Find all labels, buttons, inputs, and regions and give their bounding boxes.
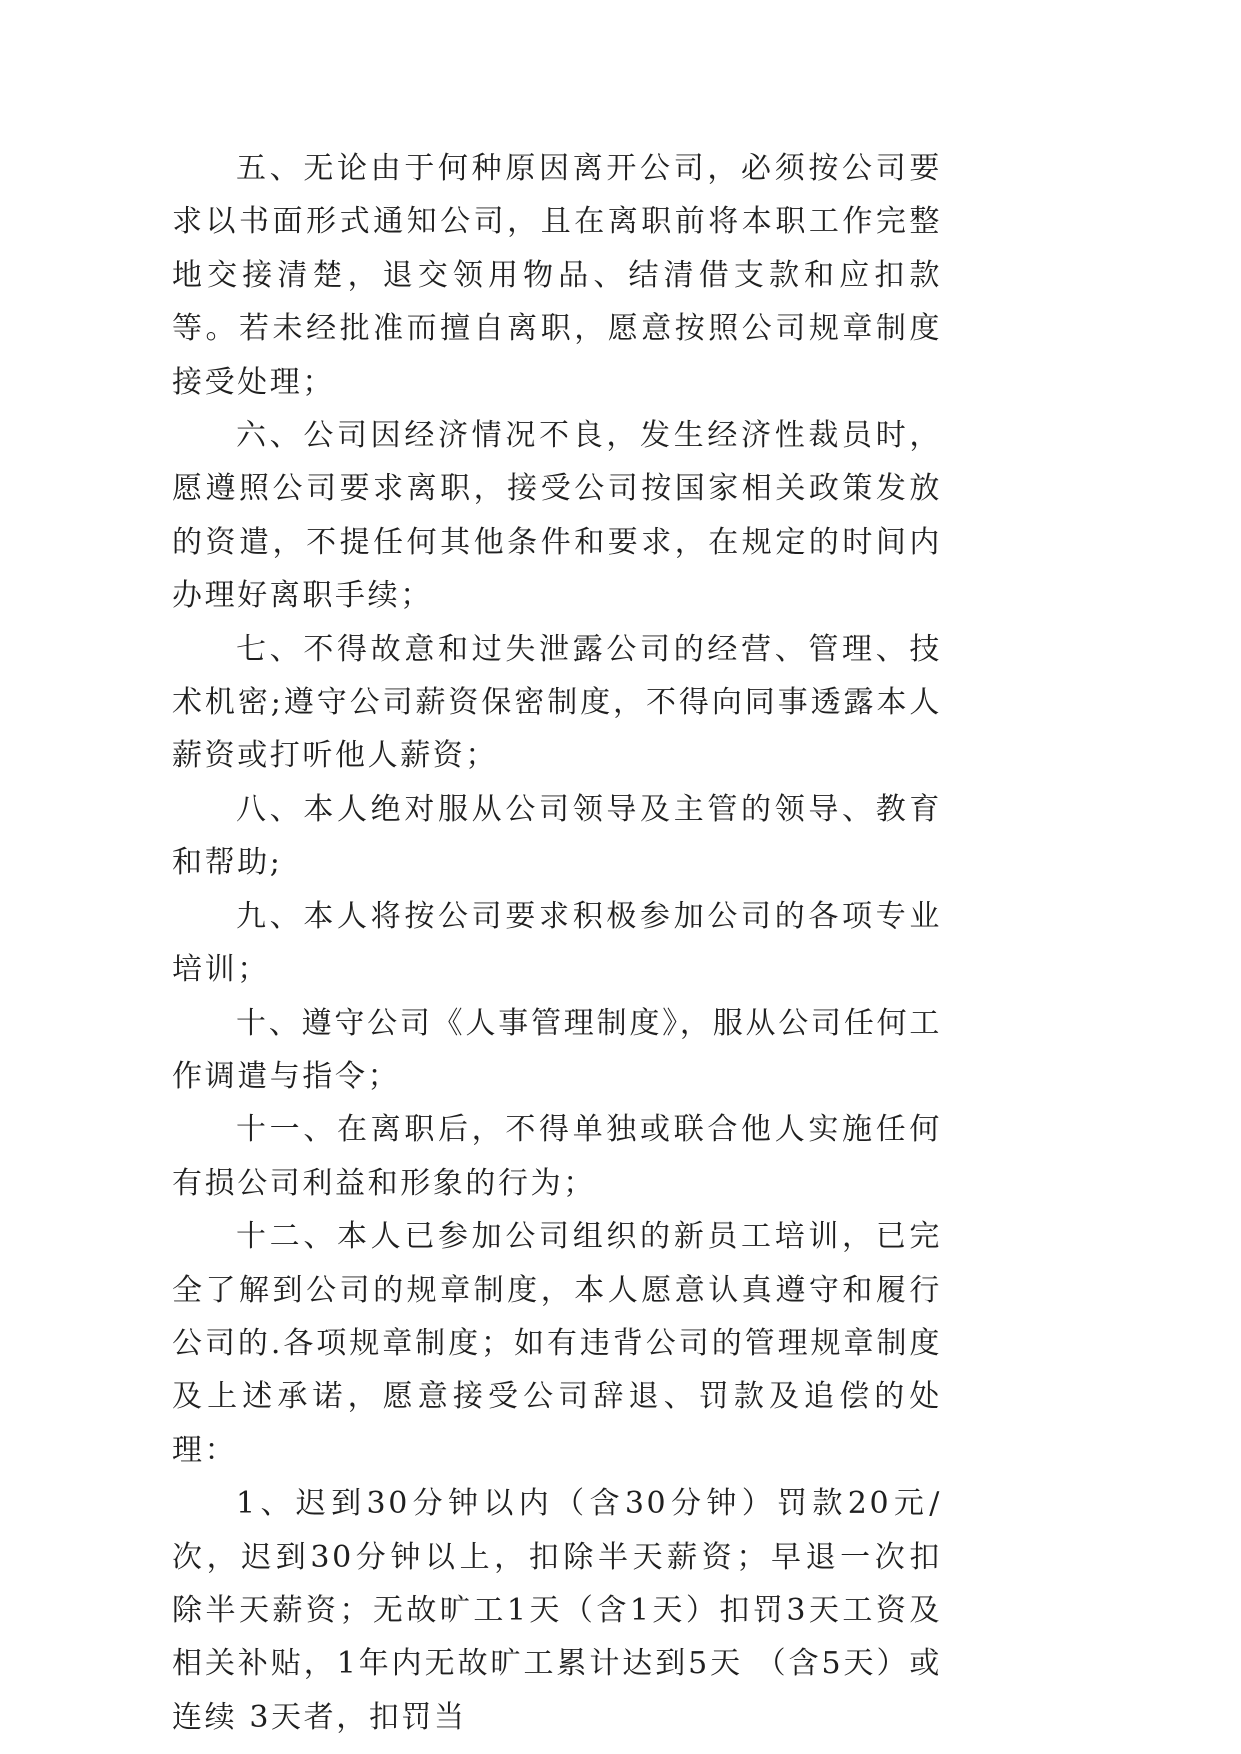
paragraph-eleven: 十一、在离职后，不得单独或联合他人实施任何有损公司利益和形象的行为； (172, 1112, 942, 1201)
paragraph-eight: 八、本人绝对服从公司领导及主管的领导、教育和帮助; (172, 791, 942, 881)
paragraph-five: 五、无论由于何种原因离开公司，必须按公司要求以书面形式通知公司，且在离职前将本职工作完整地交接清楚，退交领用物品、结清借支款和应扣款等。若未经批准而擅自离职，愿意按照公司规章制度接受处理； (172, 151, 942, 400)
paragraph-ten: 十、遵守公司《人事管理制度》，服从公司任何工作调遣与指令； (172, 1005, 942, 1094)
paragraph-six: 六、公司因经济情况不良，发生经济性裁员时，愿遵照公司要求离职，接受公司按国家相关政策发放的资遣，不提任何其他条件和要求，在规定的时间内办理好离职手续； (172, 418, 942, 614)
document-body (172, 142, 942, 1744)
paragraph-seven: 七、不得故意和过失泄露公司的经营、管理、技术机密;遵守公司薪资保密制度，不得向同事透露本人薪资或打听他人薪资； (172, 631, 942, 774)
paragraph-nine: 九、本人将按公司要求积极参加公司的各项专业培训； (172, 898, 942, 988)
paragraph-twelve: 十二、本人已参加公司组织的新员工培训，已完全了解到公司的规章制度，本人愿意认真遵守和履行公司的.各项规章制度；如有违背公司的管理规章制度及上述承诺，愿意接受公司辞退、罚款及追偿的处理： (172, 1219, 942, 1468)
paragraph-item-1: 1、迟到30分钟以内（含30分钟）罚款20元/次，迟到30分钟以上，扣除半天薪资；早退一次扣 除半天薪资；无故旷工1天（含1天）扣罚3天工资及相关补贴，1年内无故旷工累计达到5天 （含5天）或连续 3天者，扣罚当 (172, 1486, 942, 1735)
